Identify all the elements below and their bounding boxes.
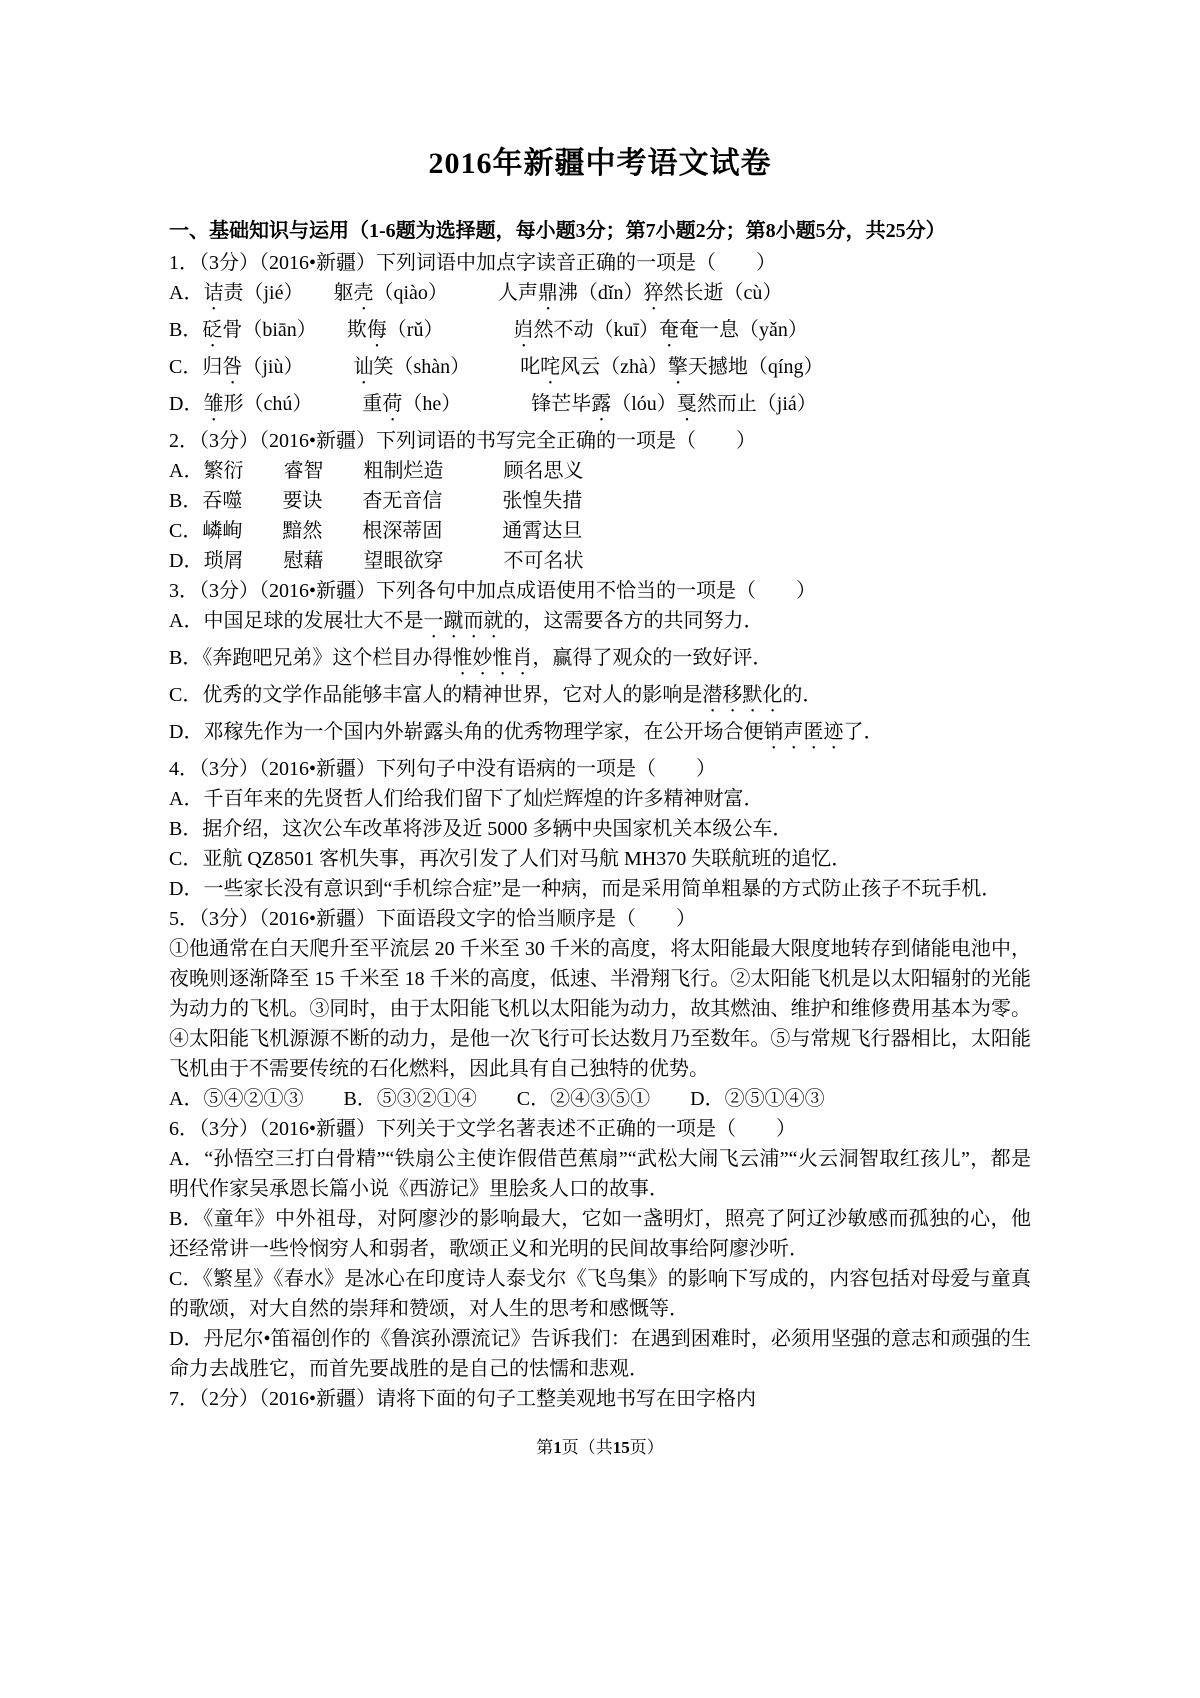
question-6-option-b bbox=[169, 1204, 1031, 1264]
text-segment: 叱 bbox=[520, 356, 541, 378]
text-segment: 人声 bbox=[497, 282, 538, 304]
text-segment: B． bbox=[169, 319, 203, 341]
text-segment: 奄 bbox=[659, 319, 680, 341]
question-2-stem bbox=[169, 426, 1031, 456]
question-1-stem bbox=[169, 248, 1031, 278]
question-4-stem bbox=[169, 754, 1031, 784]
text-segment: 7．（2分）（2016•新疆）请将下面的句子工整美观地书写在田字格内 bbox=[169, 1388, 757, 1410]
question-6-option-a bbox=[169, 1144, 1031, 1204]
question-1-option-d bbox=[169, 389, 1031, 426]
text-segment: 的． bbox=[782, 684, 823, 706]
text-segment: 1 bbox=[553, 1438, 562, 1457]
text-segment: A．中国足球的发展壮大不是 bbox=[169, 610, 424, 632]
text-segment: （he） bbox=[402, 393, 532, 415]
text-segment: D．邓稼先作为一个国内外崭露头角的优秀物理学家，在公开场合便 bbox=[169, 721, 764, 743]
text-segment: 擎 bbox=[667, 356, 688, 378]
question-4-option-b bbox=[169, 814, 1031, 844]
text-segment: 潜移默化 bbox=[702, 684, 783, 706]
text-segment: A．繁衍 睿智 粗制烂造 顾名思义 bbox=[169, 460, 584, 482]
text-segment: 的，这需要各方的共同努力． bbox=[503, 610, 764, 632]
text-segment: C．嶙峋 黯然 根深蒂固 通霄达旦 bbox=[169, 520, 583, 542]
text-segment: A．千百年来的先贤哲人们给我们留下了灿烂辉煌的许多精神财富． bbox=[169, 788, 764, 810]
question-3-option-d bbox=[169, 717, 1031, 754]
question-6-stem bbox=[169, 1114, 1031, 1144]
text-segment: A． bbox=[169, 282, 204, 304]
question-4-option-d bbox=[169, 874, 1031, 904]
text-segment: D． bbox=[169, 393, 204, 415]
text-segment: D．琐屑 慰藉 望眼欲穿 不可名状 bbox=[169, 550, 584, 572]
text-segment: 咎 bbox=[222, 356, 243, 378]
text-segment: ①他通常在白天爬升至平流层 20 千米至 30 千米的高度，将太阳能最大限度地转存到储能电池中，夜晚则逐渐降至 15 千米至 18 千米的高度，低速、半滑翔飞行。②太阳能飞机是以太阳辐射的光能为动力的飞机。③同时，由于太阳能飞机以太阳能为动力，故其燃油、维护和维修费用基本为零。④太阳能飞机源源不断的动力，是他一次飞行可长达数月乃至数年。⑤与常规飞行器相比，太阳能飞机由于不需要传统的石化燃料，因此具有自己独特的优势。 bbox=[169, 938, 1031, 1080]
text-segment: 风云（zhà） bbox=[560, 356, 668, 378]
text-segment: 欺 bbox=[346, 319, 367, 341]
text-segment: A．⑤④②①③ B．⑤③②①④ C．②④③⑤① D．②⑤①④③ bbox=[169, 1088, 825, 1110]
text-segment: 1．（3分）（2016•新疆）下列词语中加点字读音正确的一项是（ ） bbox=[169, 252, 777, 274]
text-segment: 5．（3分）（2016•新疆）下面语段文字的恰当顺序是（ ） bbox=[169, 908, 697, 930]
text-segment: 猝 bbox=[643, 282, 664, 304]
text-segment: D．丹尼尔•笛福创作的《鲁滨孙漂流记》告诉我们：在遇到困难时，必须用坚强的意志和顽强的生命力去战胜它，而首先要战胜的是自己的怯懦和悲观． bbox=[169, 1328, 1031, 1380]
text-segment: B．据介绍，这次公车改革将涉及近 5000 多辆中央国家机关本级公车． bbox=[169, 818, 793, 840]
text-segment: 然而止（jiá） bbox=[696, 393, 817, 415]
text-segment: 2．（3分）（2016•新疆）下列词语的书写完全正确的一项是（ ） bbox=[169, 430, 757, 452]
question-6-option-d bbox=[169, 1324, 1031, 1384]
text-segment: 沸（dǐn） bbox=[557, 282, 644, 304]
text-segment: （jiù） bbox=[242, 356, 354, 378]
text-segment: 4．（3分）（2016•新疆）下列句子中没有语病的一项是（ ） bbox=[169, 758, 717, 780]
text-segment: （lóu） bbox=[611, 393, 677, 415]
text-segment: C．优秀的文学作品能够丰富人的精神世界，它对人的影响是 bbox=[169, 684, 703, 706]
question-3-option-c bbox=[169, 680, 1031, 717]
text-segment: D．一些家长没有意识到“手机综合症”是一种病，而是采用简单粗暴的方式防止孩子不玩手机． bbox=[169, 878, 1002, 900]
text-segment: 讪 bbox=[353, 356, 374, 378]
text-segment: C．亚航 QZ8501 客机失事，再次引发了人们对马航 MH370 失联航班的追忆． bbox=[169, 848, 852, 870]
text-segment: 锋芒毕 bbox=[531, 393, 592, 415]
question-7-stem bbox=[169, 1384, 1031, 1414]
text-segment: 然不动（kuī） bbox=[533, 319, 660, 341]
text-segment: 奄一息（yǎn） bbox=[679, 319, 808, 341]
question-1-option-b bbox=[169, 315, 1031, 352]
text-segment: 15 bbox=[612, 1438, 630, 1457]
text-segment: 惟妙惟肖 bbox=[452, 647, 533, 669]
question-3-option-a bbox=[169, 606, 1031, 643]
text-segment: 重 bbox=[362, 393, 383, 415]
text-segment: 荷 bbox=[382, 393, 403, 415]
document-body bbox=[169, 216, 1031, 1414]
question-1-option-a bbox=[169, 278, 1031, 315]
text-segment: B．《童年》中外祖母，对阿廖沙的影响最大，它如一盏明灯，照亮了阿辽沙敏感而孤独的心，他还经常讲一些怜悯穷人和弱者，歌颂正义和光明的民间故事给阿廖沙听． bbox=[169, 1208, 1031, 1260]
text-segment: C．归 bbox=[169, 356, 223, 378]
text-segment: 6．（3分）（2016•新疆）下列关于文学名著表述不正确的一项是（ ） bbox=[169, 1118, 797, 1140]
question-1-option-c bbox=[169, 352, 1031, 389]
question-5-stem bbox=[169, 904, 1031, 934]
text-segment: 一、基础知识与运用（1-6题为选择题，每小题3分；第7小题2分；第8小题5分，共25分） bbox=[169, 220, 946, 242]
question-4-option-a bbox=[169, 784, 1031, 814]
text-segment: （qiào） bbox=[373, 282, 498, 304]
text-segment: C．《繁星》《春水》是冰心在印度诗人泰戈尔《飞鸟集》的影响下写成的，内容包括对母爱与童真的歌颂，对大自然的崇拜和赞颂，对人生的思考和感慨等． bbox=[169, 1268, 1031, 1320]
question-4-option-c bbox=[169, 844, 1031, 874]
text-segment: 笑（shàn） bbox=[373, 356, 521, 378]
text-segment: 天撼地（qíng） bbox=[687, 356, 824, 378]
question-3-stem bbox=[169, 576, 1031, 606]
text-segment: 露 bbox=[591, 393, 612, 415]
text-segment: 戛 bbox=[676, 393, 697, 415]
text-segment: 然长逝（cù） bbox=[663, 282, 783, 304]
page-footer bbox=[0, 1436, 1200, 1460]
text-segment: 了． bbox=[843, 721, 884, 743]
text-segment: 骨（biān） bbox=[222, 319, 347, 341]
question-2-option-a bbox=[169, 456, 1031, 486]
text-segment: B．吞噬 要诀 杳无音信 张惶失措 bbox=[169, 490, 583, 512]
text-segment: 躯 bbox=[333, 282, 354, 304]
question-5-passage bbox=[169, 934, 1031, 1084]
question-2-option-d bbox=[169, 546, 1031, 576]
text-segment: 壳 bbox=[353, 282, 374, 304]
text-segment: 页（共 bbox=[561, 1438, 613, 1457]
text-segment: 3．（3分）（2016•新疆）下列各句中加点成语使用不恰当的一项是（ ） bbox=[169, 580, 817, 602]
question-2-option-c bbox=[169, 516, 1031, 546]
text-segment: A．“孙悟空三打白骨精”“铁扇公主使诈假借芭蕉扇”“武松大闹飞云浦”“火云洞智取红孩儿”，都是明代作家吴承恩长篇小说《西游记》里脍炙人口的故事． bbox=[169, 1148, 1031, 1200]
page-title: 2016年新疆中考语文试卷 bbox=[428, 147, 772, 180]
text-segment: 雏 bbox=[203, 393, 224, 415]
text-segment: 鼎 bbox=[537, 282, 558, 304]
text-segment: 页） bbox=[629, 1438, 664, 1457]
text-segment: 责（jié） bbox=[223, 282, 334, 304]
section-heading bbox=[169, 216, 1031, 246]
text-segment: 诘 bbox=[203, 282, 224, 304]
text-segment: 咤 bbox=[540, 356, 561, 378]
question-2-option-b bbox=[169, 486, 1031, 516]
text-segment: 第 bbox=[536, 1438, 554, 1457]
text-segment: 侮 bbox=[366, 319, 387, 341]
text-segment: 销声匿迹 bbox=[763, 721, 844, 743]
text-segment: 一蹴而就 bbox=[423, 610, 504, 632]
question-5-options bbox=[169, 1084, 1031, 1114]
question-6-option-c bbox=[169, 1264, 1031, 1324]
text-segment: （rǔ） bbox=[386, 319, 514, 341]
text-segment: B．《奔跑吧兄弟》这个栏目办得 bbox=[169, 647, 453, 669]
text-segment: 砭 bbox=[202, 319, 223, 341]
text-segment: ，赢得了观众的一致好评． bbox=[532, 647, 773, 669]
text-segment: 形（chú） bbox=[223, 393, 363, 415]
text-segment: 岿 bbox=[513, 319, 534, 341]
question-3-option-b bbox=[169, 643, 1031, 680]
